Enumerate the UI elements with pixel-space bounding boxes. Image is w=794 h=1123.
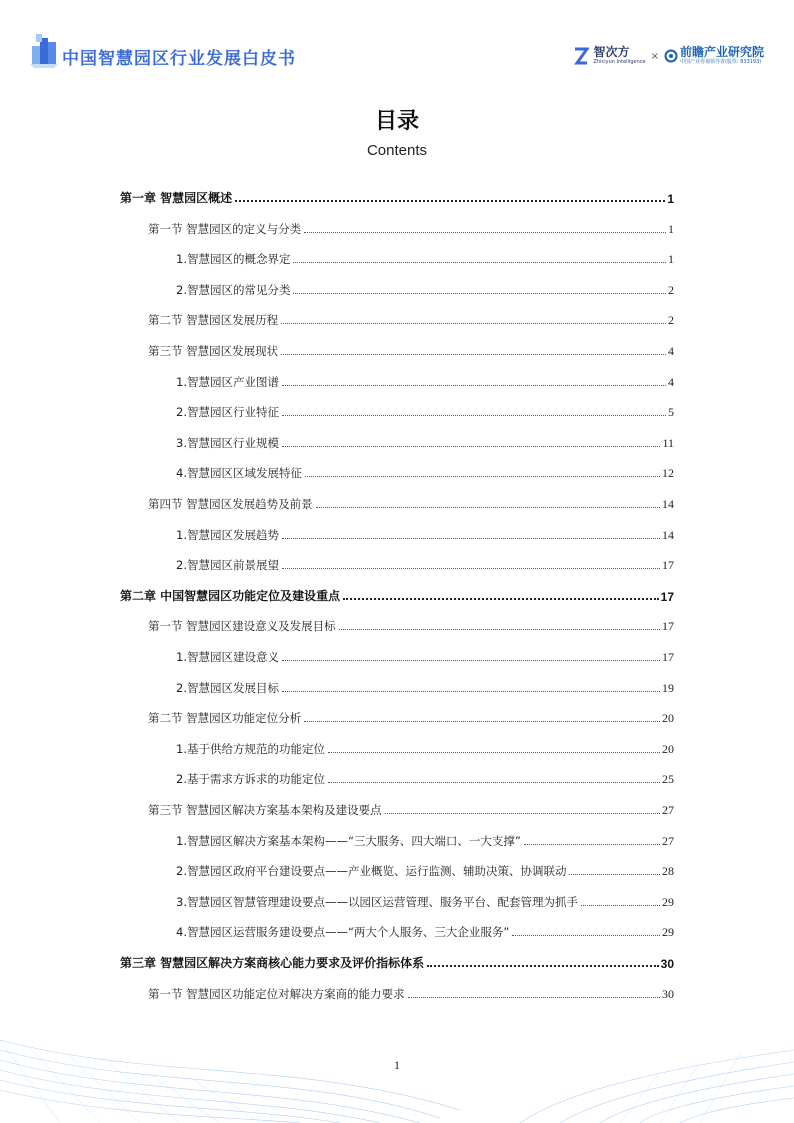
brand1-name: 智次方	[593, 45, 630, 59]
dot-leader	[408, 997, 660, 998]
toc-entry[interactable]	[120, 298, 674, 328]
toc-entry-page: 14	[662, 497, 674, 511]
toc-entry[interactable]	[120, 727, 674, 757]
toc-entry[interactable]	[120, 482, 674, 512]
toc-entry[interactable]	[120, 666, 674, 696]
toc-entry[interactable]	[120, 329, 674, 359]
toc-entry[interactable]	[120, 176, 674, 206]
toc-entry[interactable]	[120, 941, 674, 971]
brand-separator: ×	[650, 50, 659, 62]
toc-entry-label: 2.基于需求方诉求的功能定位	[176, 772, 325, 787]
building-blocks-icon	[30, 32, 58, 68]
toc-entry[interactable]	[120, 360, 674, 390]
dot-leader	[305, 476, 660, 477]
dot-leader	[282, 385, 666, 386]
toc-entry-label: 第三节 智慧园区发展现状	[148, 344, 279, 358]
toc-entry[interactable]	[120, 788, 674, 818]
brand-zhiciyun	[573, 45, 645, 67]
dot-leader	[581, 905, 660, 906]
dot-leader	[281, 323, 666, 324]
brand2-name: 前瞻产业研究院	[679, 45, 764, 59]
toc-entry-label: 第一章 智慧园区概述	[120, 191, 233, 205]
toc-entry-page: 27	[662, 803, 674, 817]
toc-entry[interactable]	[120, 543, 674, 573]
brand2-sub: 中国产业咨询领导者(股票: 833193)	[679, 59, 762, 65]
dot-leader	[282, 446, 660, 447]
toc-entry[interactable]	[120, 880, 674, 910]
toc-entry[interactable]	[120, 819, 674, 849]
toc-entry-page: 2	[668, 282, 674, 297]
toc-entry-label: 2.智慧园区的常见分类	[176, 282, 291, 297]
toc-entry[interactable]	[120, 910, 674, 940]
dot-leader	[316, 507, 660, 508]
dot-leader	[512, 935, 660, 936]
toc-entry-label: 1.智慧园区建设意义	[176, 650, 279, 664]
dot-leader	[328, 782, 660, 783]
toc-entry-label: 3.智慧园区行业规模	[176, 435, 279, 450]
toc-entry-label: 2.智慧园区前景展望	[176, 558, 279, 573]
toc-entry[interactable]	[120, 574, 674, 604]
dot-leader	[293, 262, 666, 263]
toc-entry[interactable]	[120, 849, 674, 879]
toc-entry-page: 2	[668, 313, 674, 328]
toc-title: 目录	[374, 109, 419, 134]
dot-leader	[293, 293, 666, 294]
dot-leader	[282, 691, 660, 692]
toc-entry-page: 28	[662, 864, 674, 879]
toc-entry-page: 17	[662, 619, 674, 634]
dot-leader	[304, 232, 666, 233]
qianzhan-logo-icon	[664, 49, 678, 63]
toc-entry-label: 第三节 智慧园区解决方案基本架构及建设要点	[148, 803, 382, 817]
toc-entry[interactable]	[120, 757, 674, 787]
toc-entry-page: 20	[662, 711, 674, 726]
toc-entry-label: 第一节 智慧园区功能定位对解决方案商的能力要求	[148, 986, 405, 1001]
dot-leader	[282, 538, 660, 539]
toc-entry[interactable]	[120, 421, 674, 451]
toc-entry-label: 2.智慧园区政府平台建设要点——产业概览、运行监测、辅助决策、协调联动	[176, 864, 567, 879]
dot-leader	[328, 752, 660, 753]
toc-entry-page: 5	[668, 405, 674, 420]
dot-leader	[304, 721, 660, 722]
toc-entry[interactable]	[120, 268, 674, 298]
toc-entry-page: 4	[668, 374, 674, 389]
toc-entry-label: 1.智慧园区的概念界定	[176, 252, 291, 267]
dot-leader	[385, 813, 660, 814]
toc-entry[interactable]	[120, 237, 674, 267]
toc-entry-label: 第一节 智慧园区建设意义及发展目标	[148, 619, 336, 634]
toc-entry-page: 4	[668, 344, 674, 358]
toc-entry-page: 27	[662, 833, 674, 848]
toc-entry-page: 1	[668, 221, 674, 236]
page-number: 1	[394, 1058, 400, 1072]
toc-entry-label: 1.智慧园区产业图谱	[176, 374, 279, 389]
dot-leader	[282, 415, 666, 416]
toc-entry-page: 29	[662, 925, 674, 940]
toc-entry-page: 30	[662, 986, 674, 1001]
toc-entry[interactable]	[120, 207, 674, 237]
toc-entry-page: 14	[662, 527, 674, 542]
toc-entry-label: 1.基于供给方规范的功能定位	[176, 741, 325, 756]
toc-entry-page: 20	[662, 741, 674, 756]
brand1-sub: Zhiciyun Intelligence	[593, 59, 646, 65]
toc-entry-page: 17	[662, 558, 674, 573]
toc-entry-label: 第四节 智慧园区发展趋势及前景	[148, 497, 313, 511]
zhiciyun-logo-icon	[573, 45, 589, 67]
toc-entry[interactable]	[120, 972, 674, 1002]
toc-entry[interactable]	[120, 390, 674, 420]
brand-logos	[573, 40, 764, 72]
toc-entry[interactable]	[120, 513, 674, 543]
toc-entry-page: 1	[668, 252, 674, 267]
dot-leader	[281, 354, 666, 355]
toc-subtitle: Contents	[366, 142, 428, 159]
toc-entry-page: 29	[662, 894, 674, 909]
dot-leader	[427, 965, 658, 967]
toc-entry[interactable]	[120, 696, 674, 726]
toc-entry-label: 4.智慧园区运营服务建设要点——“两大个人服务、三大企业服务”	[176, 925, 510, 940]
toc-entry-label: 2.智慧园区发展目标	[176, 680, 279, 695]
toc-entry[interactable]	[120, 604, 674, 634]
toc-entry[interactable]	[120, 451, 674, 481]
toc-entry-page: 11	[662, 435, 674, 450]
document-title: 中国智慧园区行业发展白皮书	[62, 49, 296, 69]
toc-entry-label: 第二节 智慧园区发展历程	[148, 313, 279, 328]
toc-entry-page: 12	[662, 466, 674, 481]
dot-leader	[343, 598, 658, 600]
toc-entry-page: 17	[660, 589, 674, 604]
toc-entry[interactable]	[120, 635, 674, 665]
dot-leader	[569, 874, 660, 875]
dot-leader	[282, 660, 660, 661]
toc-entry-label: 3.智慧园区智慧管理建设要点——以园区运营管理、服务平台、配套管理为抓手	[176, 894, 578, 909]
toc-entry-label: 第一节 智慧园区的定义与分类	[148, 221, 302, 236]
page-header	[0, 0, 794, 80]
toc-entry-page: 1	[667, 192, 674, 206]
dot-leader	[282, 568, 660, 569]
toc-entry-page: 19	[662, 680, 674, 695]
toc-entry-page: 25	[662, 772, 674, 787]
toc-entry-label: 第二章 中国智慧园区功能定位及建设重点	[120, 588, 341, 603]
brand-qianzhan	[664, 46, 764, 66]
toc-entry-label: 1.智慧园区解决方案基本架构——“三大服务、四大端口、一大支撑”	[176, 833, 521, 848]
toc-entry-label: 2.智慧园区行业特征	[176, 405, 279, 420]
toc-entry-label: 4.智慧园区区域发展特征	[176, 466, 302, 481]
dot-leader	[524, 844, 660, 845]
toc-entry-label: 第三章 智慧园区解决方案商核心能力要求及评价指标体系	[120, 956, 425, 970]
dot-leader	[235, 200, 665, 202]
toc-entry-label: 第二节 智慧园区功能定位分析	[148, 711, 302, 726]
toc-entry-page: 30	[660, 957, 674, 971]
toc-entry-label: 1.智慧园区发展趋势	[176, 527, 279, 542]
dot-leader	[339, 629, 660, 630]
toc-entry-page: 17	[662, 650, 674, 664]
